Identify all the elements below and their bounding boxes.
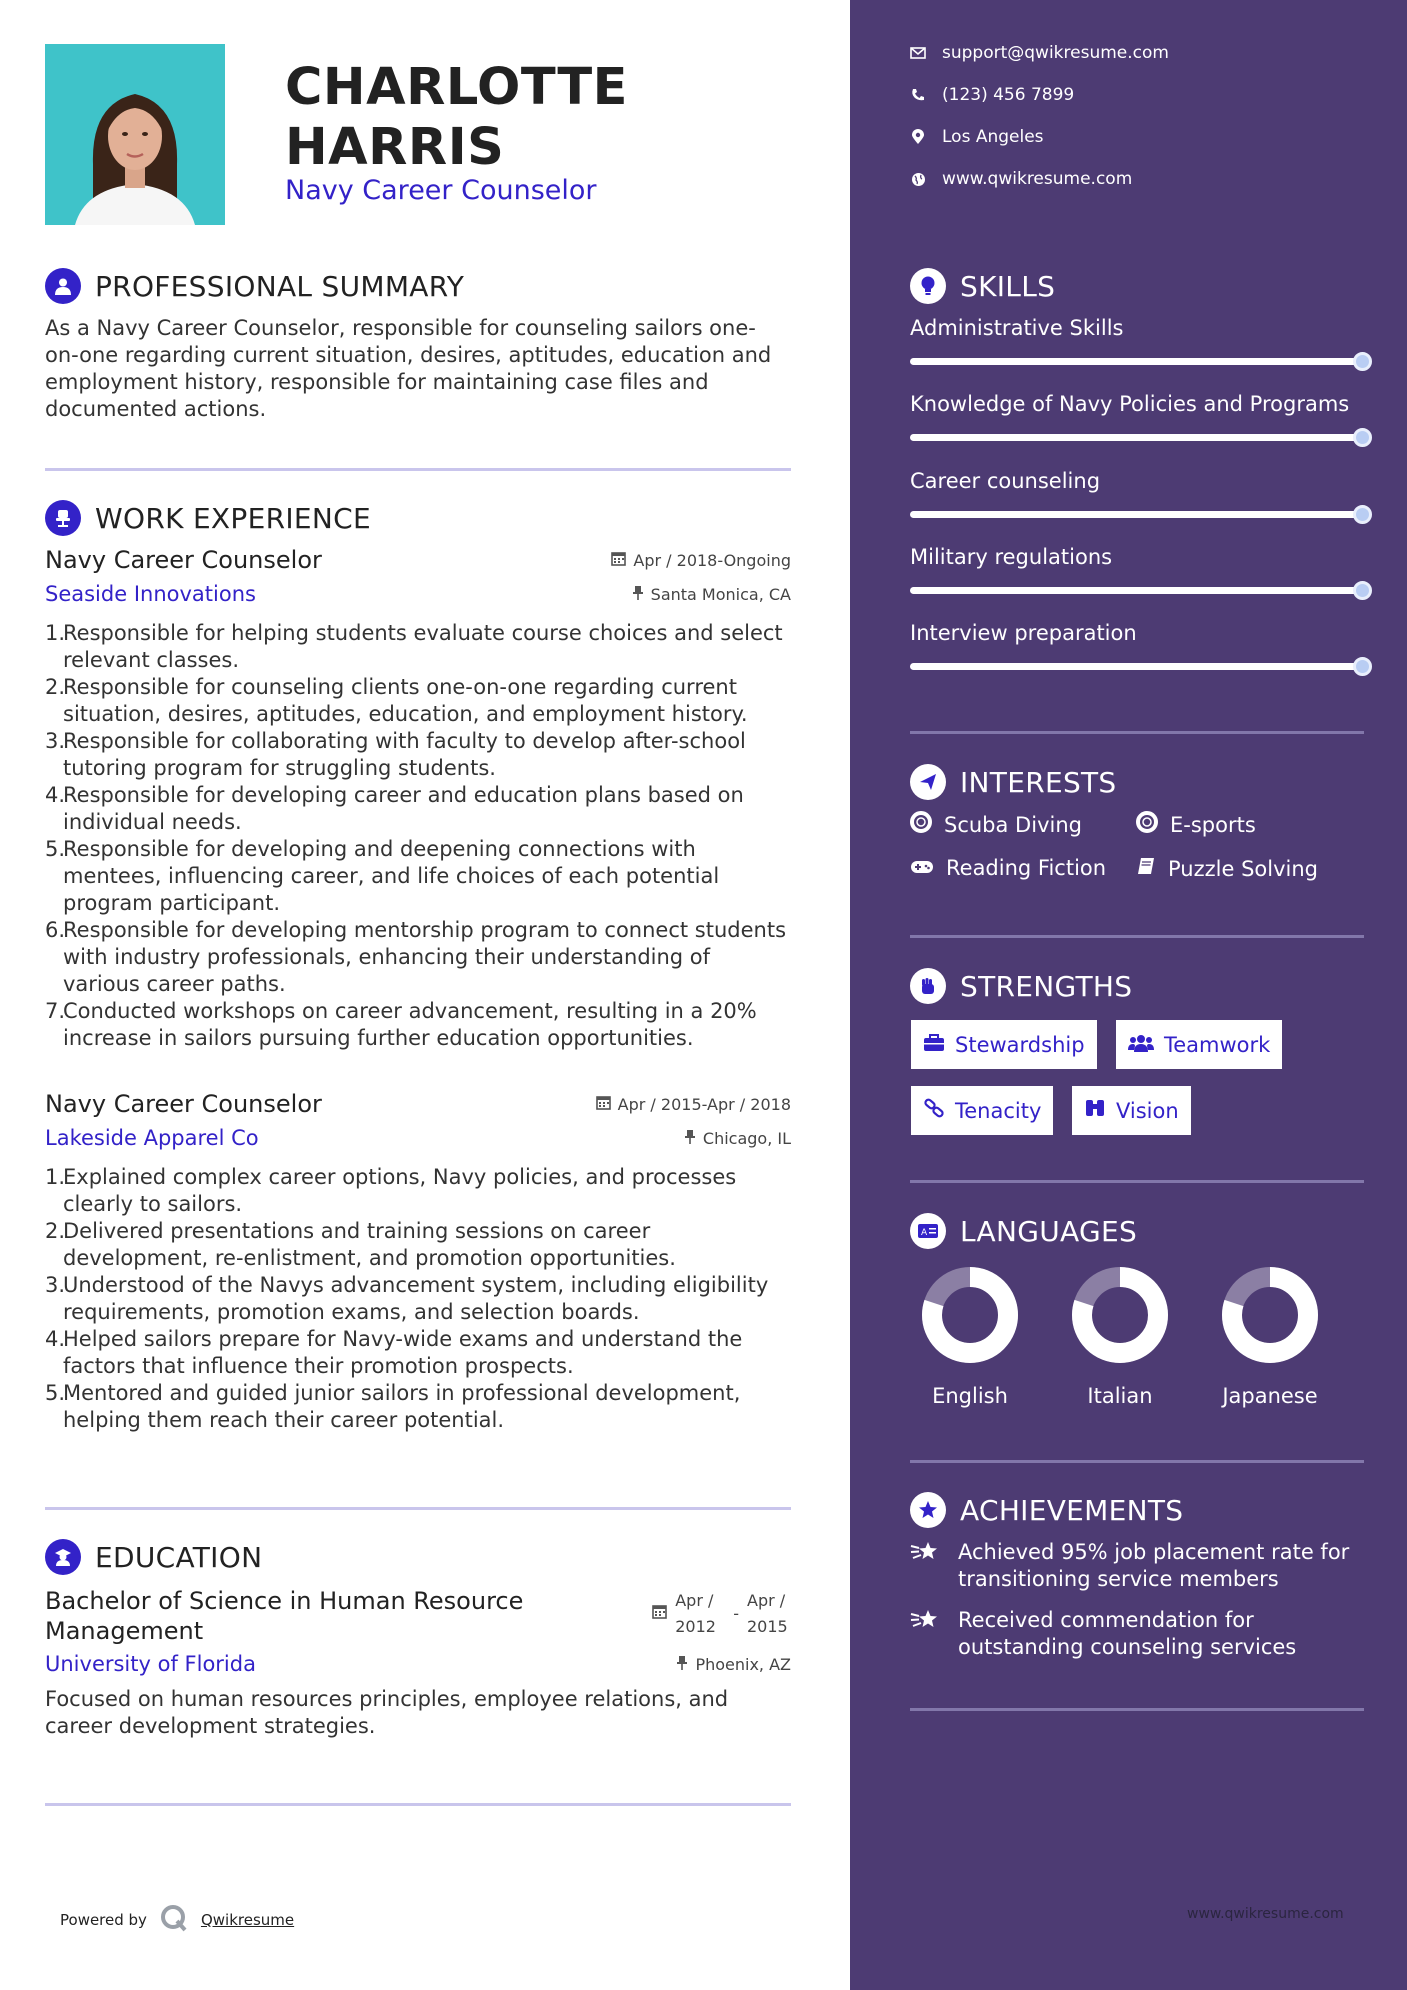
skill-name: Administrative Skills: [910, 316, 1124, 340]
degree-line: Management: [45, 1617, 204, 1645]
interest-label: Reading Fiction: [946, 856, 1107, 880]
date-part: 2012: [675, 1617, 716, 1636]
date-text: Apr / 2015-Apr / 2018: [617, 1094, 791, 1114]
pin-icon: [632, 585, 644, 604]
list-item: Mentored and guided junior sailors in professional development, helping them reach their career potential.: [63, 1381, 741, 1432]
education-date: [652, 1588, 791, 1640]
language-ring: [1220, 1265, 1320, 1365]
interest-item: [1136, 811, 1256, 838]
degree: [45, 1586, 523, 1646]
list-item: Understood of the Navys advancement system, including eligibility requirements, promotion exams, and selection boards.: [63, 1273, 769, 1324]
strength-label: Vision: [1116, 1098, 1179, 1123]
job-entry: [45, 546, 791, 1052]
interest-label: Scuba Diving: [944, 812, 1082, 837]
company-name: Seaside Innovations: [45, 582, 256, 606]
summary-text: As a Navy Career Counselor, responsible for counseling sailors one-on-one regarding current situation, desires, aptitudes, education and employment history, responsible for maintaining case files and documented actions.: [45, 316, 772, 421]
contact-email: [910, 43, 1169, 63]
interests-title: INTERESTS: [960, 765, 1117, 799]
end-date: [747, 1588, 791, 1640]
list-item: Responsible for developing career and education plans based on individual needs.: [63, 783, 744, 834]
user-icon: [45, 268, 81, 304]
strength-label: Teamwork: [1164, 1032, 1271, 1057]
candidate-name: [285, 58, 628, 178]
divider: [910, 1460, 1364, 1463]
office-chair-icon: [45, 500, 81, 536]
map-marker-icon: [910, 129, 926, 145]
job-position: Navy Career Counselor: [45, 546, 322, 574]
school-name: University of Florida: [45, 1652, 256, 1676]
divider: [910, 1180, 1364, 1183]
skill-bar-knob: [1353, 657, 1372, 676]
calendar-icon: [596, 1095, 611, 1114]
education-location: [676, 1655, 791, 1674]
list-item: Explained complex career options, Navy policies, and processes clearly to sailors.: [63, 1165, 737, 1216]
language-item: [1195, 1265, 1345, 1408]
achievement-text: Achieved 95% job placement rate for transitioning service members: [958, 1540, 1350, 1591]
calendar-icon: [652, 1601, 667, 1627]
svg-text:A: A: [921, 1228, 928, 1238]
languages-title: LANGUAGES: [960, 1214, 1138, 1248]
location-text: Phoenix, AZ: [695, 1654, 791, 1674]
qwikresume-logo-icon: [159, 1903, 189, 1937]
divider: [910, 1708, 1364, 1711]
job-location: [684, 1129, 791, 1148]
education-title: EDUCATION: [95, 1540, 263, 1574]
company-name: Lakeside Apparel Co: [45, 1126, 259, 1150]
list-item: Helped sailors prepare for Navy-wide exams and understand the factors that influence their promotion prospects.: [63, 1327, 743, 1378]
date-part: Apr /: [747, 1591, 786, 1610]
interest-label: E-sports: [1170, 812, 1256, 837]
skills-heading: [910, 268, 1055, 304]
briefcase-icon: [923, 1033, 945, 1057]
date-dash: -: [733, 1604, 739, 1623]
profile-photo: [45, 44, 225, 225]
interest-item: [1136, 856, 1318, 881]
education-heading: [45, 1539, 262, 1575]
location-text: Chicago, IL: [702, 1128, 791, 1148]
job-entry: [45, 1090, 791, 1434]
skill-bar: [910, 434, 1362, 441]
skill-name: Military regulations: [910, 545, 1113, 569]
job-position: Navy Career Counselor: [45, 1090, 322, 1118]
interests-heading: [910, 764, 1117, 800]
interest-item: [910, 856, 1106, 880]
job-date: [611, 551, 791, 570]
list-item: Responsible for counseling clients one-on-one regarding current situation, desires, aptitudes, education, and employment history.: [63, 675, 748, 726]
list-item: Delivered presentations and training sessions on career development, re-enlistment, and promotion opportunities.: [63, 1219, 676, 1270]
binoculars-icon: [1084, 1098, 1106, 1123]
book-icon: [1136, 856, 1156, 881]
pin-icon: [676, 1655, 688, 1674]
contact-location: [910, 127, 1044, 147]
strength-label: Stewardship: [955, 1032, 1085, 1057]
strength-label: Tenacity: [955, 1098, 1042, 1123]
job-title: Navy Career Counselor: [285, 175, 597, 206]
job-location: [632, 585, 791, 604]
pin-icon: [684, 1129, 696, 1148]
job-bullets: [45, 1164, 791, 1434]
strength-chip: [911, 1086, 1053, 1135]
graduate-icon: [45, 1539, 81, 1575]
skill-bar: [910, 663, 1362, 670]
lightbulb-icon: [910, 268, 946, 304]
shooting-star-icon: [910, 1539, 940, 1593]
first-name: CHARLOTTE: [285, 58, 628, 117]
users-icon: [1128, 1033, 1154, 1057]
achievement-item: [910, 1607, 1370, 1661]
qwikresume-link[interactable]: Qwikresume: [200, 1911, 295, 1929]
shooting-star-icon: [910, 1607, 940, 1661]
language-item: [895, 1265, 1045, 1408]
summary-heading: [45, 268, 464, 304]
language-name: English: [932, 1384, 1008, 1408]
language-ring: [920, 1265, 1020, 1365]
skill-name: Career counseling: [910, 469, 1101, 493]
list-item: Responsible for developing and deepening connections with mentees, influencing career, and life choices of each potential program participant.: [63, 837, 720, 915]
star-badge-icon: [910, 1492, 946, 1528]
skills-title: SKILLS: [960, 269, 1056, 303]
location-text: Los Angeles: [942, 127, 1044, 147]
life-ring-icon: [910, 811, 932, 838]
summary-title: PROFESSIONAL SUMMARY: [95, 269, 465, 303]
divider: [45, 1803, 791, 1806]
achievement-item: [910, 1539, 1370, 1593]
skill-bar-knob: [1353, 428, 1372, 447]
start-date: [675, 1588, 715, 1640]
powered-by: [60, 1903, 294, 1937]
divider: [45, 1507, 791, 1510]
list-item: Conducted workshops on career advancement, resulting in a 20% increase in sailors pursuing further education opportunities.: [63, 999, 757, 1050]
date-part: Apr /: [675, 1591, 714, 1610]
skill-item: [910, 392, 1370, 441]
powered-by-label: Powered by: [60, 1911, 147, 1929]
last-name: HARRIS: [285, 118, 505, 177]
strength-chip: [1072, 1086, 1191, 1135]
fist-icon: [910, 968, 946, 1004]
experience-title: WORK EXPERIENCE: [95, 501, 371, 535]
email-text: support@qwikresume.com: [942, 43, 1169, 63]
interest-label: Puzzle Solving: [1168, 856, 1318, 881]
strength-chip: [911, 1020, 1097, 1069]
education-entry: [45, 1586, 791, 1740]
degree-line: Bachelor of Science in Human Resource: [45, 1587, 524, 1615]
strengths-title: STRENGTHS: [960, 969, 1133, 1003]
skill-bar-knob: [1353, 352, 1372, 371]
languages-heading: [910, 1213, 1137, 1249]
job-date: [596, 1095, 791, 1114]
language-item: [1045, 1265, 1195, 1408]
achievements-heading: [910, 1492, 1183, 1528]
experience-heading: [45, 500, 371, 536]
contact-website: [910, 169, 1132, 189]
globe-icon: [910, 172, 926, 187]
skill-name: Interview preparation: [910, 621, 1137, 645]
phone-icon: [910, 88, 926, 102]
website-text: www.qwikresume.com: [942, 169, 1133, 189]
list-item: Responsible for collaborating with faculty to develop after-school tutoring program for struggling students.: [63, 729, 746, 780]
paper-plane-icon: [910, 764, 946, 800]
date-part: 2015: [747, 1617, 788, 1636]
phone-text: (123) 456 7899: [942, 85, 1075, 105]
skill-item: [910, 316, 1370, 365]
divider: [910, 731, 1364, 734]
skill-bar-knob: [1353, 581, 1372, 600]
language-ring: [1070, 1265, 1170, 1365]
strengths-heading: [910, 968, 1132, 1004]
skill-item: [910, 545, 1370, 594]
skill-bar: [910, 587, 1362, 594]
language-name: Italian: [1087, 1384, 1153, 1408]
job-bullets: [45, 620, 791, 1052]
footer-website: www.qwikresume.com: [1187, 1906, 1344, 1922]
gamepad-icon: [910, 856, 934, 880]
interest-item: [910, 811, 1082, 838]
skill-item: [910, 621, 1370, 670]
calendar-icon: [611, 551, 626, 570]
envelope-icon: [910, 47, 926, 59]
date-text: Apr / 2018-Ongoing: [633, 550, 791, 570]
divider: [910, 935, 1364, 938]
location-text: Santa Monica, CA: [650, 584, 791, 604]
education-description: Focused on human resources principles, employee relations, and career development strategies.: [45, 1687, 729, 1738]
list-item: Responsible for helping students evaluate course choices and select relevant classes.: [63, 621, 783, 672]
skill-name: Knowledge of Navy Policies and Programs: [910, 392, 1350, 416]
achievements-title: ACHIEVEMENTS: [960, 1493, 1184, 1527]
skill-bar-knob: [1353, 505, 1372, 524]
link-icon: [923, 1098, 945, 1123]
skill-item: [910, 469, 1370, 518]
contact-phone: [910, 85, 1074, 105]
strength-chip: [1116, 1020, 1282, 1069]
list-item: Responsible for developing mentorship program to connect students with industry professionals, enhancing their understanding of various career paths.: [63, 918, 787, 996]
language-name: Japanese: [1222, 1384, 1318, 1408]
skill-bar: [910, 511, 1362, 518]
divider: [45, 468, 791, 471]
skill-bar: [910, 358, 1362, 365]
life-ring-icon: [1136, 811, 1158, 838]
language-icon: [910, 1213, 946, 1249]
achievement-text: Received commendation for outstanding counseling services: [958, 1608, 1297, 1659]
